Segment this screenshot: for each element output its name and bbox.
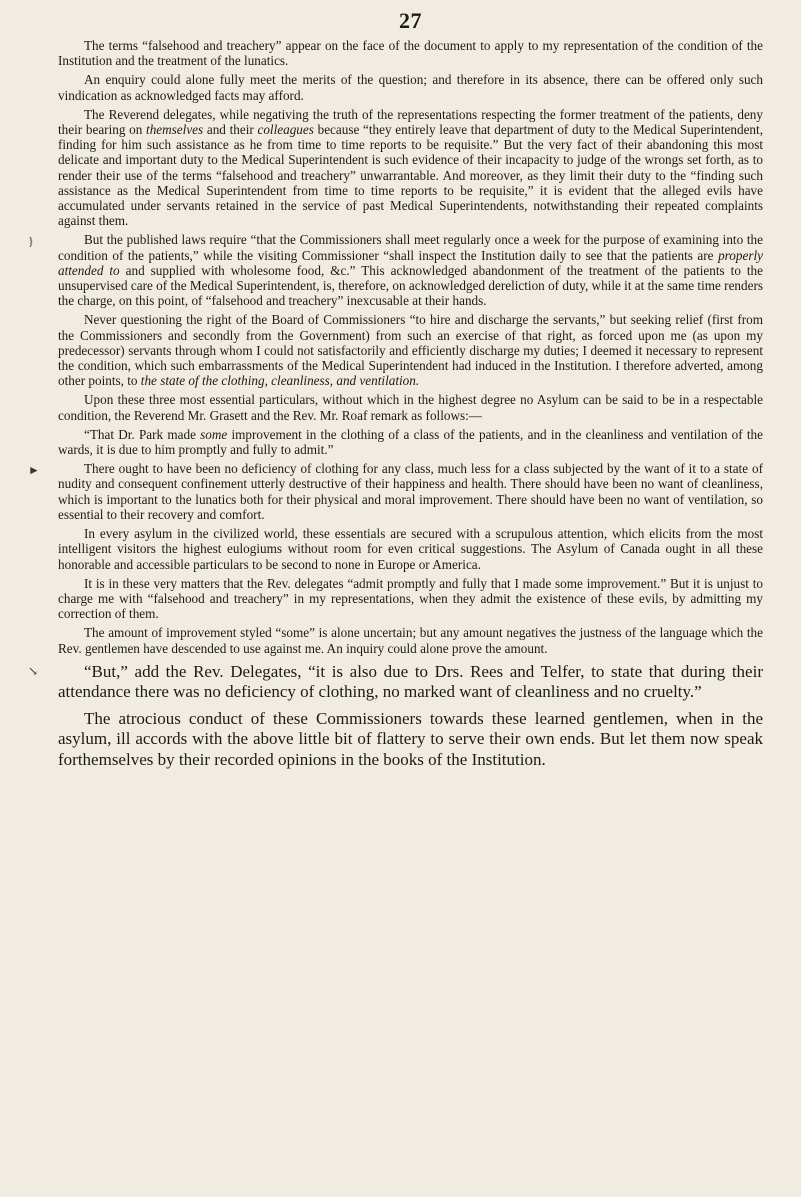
margin-mark: ↘ <box>28 664 39 678</box>
body-text <box>58 38 763 770</box>
paragraph <box>58 461 763 522</box>
text-run: It is in these very matters that the Rev. delegates “admit promptly and fully that I made some improvement.” But it is unjust to charge me with “falsehood and treachery” in my representations, when they admit the existence of these evils, by admitting my correction of them. <box>58 575 763 622</box>
paragraph <box>58 312 763 388</box>
paragraph <box>58 427 763 457</box>
text-run: Never questioning the right of the Board of Commissioners “to hire and discharge the servants,” but seeking relief (first from the Commissioners and secondly from the Government) from such an exercise of that right, as forced upon me (as upon my predecessor) servants through whom I could not satisfactorily and efficiently discharge my duties; I deemed it necessary to represent the condition, which such embarrassments of the Medical Superintendent had induced in the Institution. I therefore adverted, among other points, to <box>58 312 763 389</box>
text-run: because “they entirely leave that department of duty to the Medical Superintendent, finding for him such assistance as he from time to time reports to be requisite.” But the very fact of their abandoning this most delicate and important duty to the Medical Superintendent is such evidence of their incapacity to judge of the wrongs set forth, as to render their use of the terms “falsehood and treachery” unwarrantable. And moreover, as they limit their duty to the “finding such assistance as the Medical Superintendent from time to time reports to be requisite,” it is evident that the alleged evils have accumulated under servants retained in the service of past Medical Superintendents, notwithstanding their repeated complaints against them. <box>58 122 763 229</box>
paragraph <box>58 38 763 68</box>
paragraph <box>58 576 763 622</box>
text-run: “That Dr. Park made <box>84 426 201 442</box>
text-run: In every asylum in the civilized world, these essentials are secured with a scrupulous attention, which elicits from the most intelligent visitors the highest eulogiums without room for even critical suggestions. The Asylum of Canada ought in all these honorable and accessible particulars to be second to none in Europe or America. <box>58 526 763 572</box>
text-run: and their <box>203 122 258 138</box>
paragraph <box>58 662 763 703</box>
paragraph <box>58 625 763 655</box>
italic-text: themselves <box>146 122 204 138</box>
paragraph <box>58 392 763 422</box>
text-run: and supplied with wholesome food, &c.” This acknowledged abandonment of the treatment of the patients to the unsupervised care of the Medical Superintendent, is, therefore, on acknowledged dereliction of duty, while it at the same time renders the charge, on this point, of “falsehood and treachery” inexcusable at their hands. <box>58 262 763 309</box>
paragraph <box>58 232 763 308</box>
text-run: Upon these three most essential particulars, without which in the highest degree no Asylum can be said to be in a respectable condition, the Reverend Mr. Grasett and the Rev. Mr. Roaf remark as follows:— <box>58 392 763 423</box>
italic-text: colleagues <box>257 122 314 138</box>
italic-text: properly attended to <box>58 247 763 278</box>
paragraph <box>58 526 763 572</box>
text-run: An enquiry could alone fully meet the merits of the question; and therefore in its absence, there can be offered only such vindication as acknowledged facts may afford. <box>58 72 763 103</box>
margin-mark: ► <box>28 463 40 477</box>
paragraph <box>58 107 763 229</box>
paragraph <box>58 72 763 102</box>
page-number: 27 <box>399 8 422 33</box>
text-run: “But,” add the Rev. Delegates, “it is also due to Drs. Rees and Telfer, to state that during their attendance there was no deficiency of clothing, no marked want of cleanliness and no cruelty.” <box>58 661 763 702</box>
italic-text: the state of the clothing, cleanliness, and ventilation. <box>140 373 420 389</box>
text-run: The atrocious conduct of these Commissioners towards these learned gentlemen, when in the asylum, ill accords with the above little bit of flattery to serve their own ends. But let them now speak forthemselves by their recorded opinions in the books of the Institution. <box>58 708 763 769</box>
text-run: The terms “falsehood and treachery” appear on the face of the document to apply to my representation of the condition of the Institution and the treatment of the lunatics. <box>58 38 763 69</box>
text-run: improvement in the clothing of a class of the patients, and in the cleanliness and ventilation of the wards, it is due to him promptly and fully to admit.” <box>58 426 763 458</box>
text-run: The Reverend delegates, while negativing the truth of the representations respecting the former treatment of the patients, deny their bearing on <box>58 106 763 138</box>
italic-text: some <box>200 426 228 442</box>
margin-mark: } <box>28 234 34 248</box>
text-run: But the published laws require “that the Commissioners shall meet regularly once a week for the purpose of examining into the condition of the patients,” while the visiting Commissioner “shall inspect the Institution daily to see that the patients are <box>58 232 763 263</box>
paragraph <box>58 709 763 771</box>
text-run: The amount of improvement styled “some” is alone uncertain; but any amount negatives the justness of the language which the Rev. gentlemen have descended to use against me. An inquiry could alone prove the amount. <box>58 625 763 656</box>
text-run: There ought to have been no deficiency of clothing for any class, much less for a class subjected by the want of it to a state of nudity and consequent confinement utterly destructive of their happiness and health. There should have been no want of cleanliness, which is important to the lunatics both for their physical and moral improvement. There should have been no want of ventilation, so essential to their recovery and comfort. <box>58 461 763 522</box>
